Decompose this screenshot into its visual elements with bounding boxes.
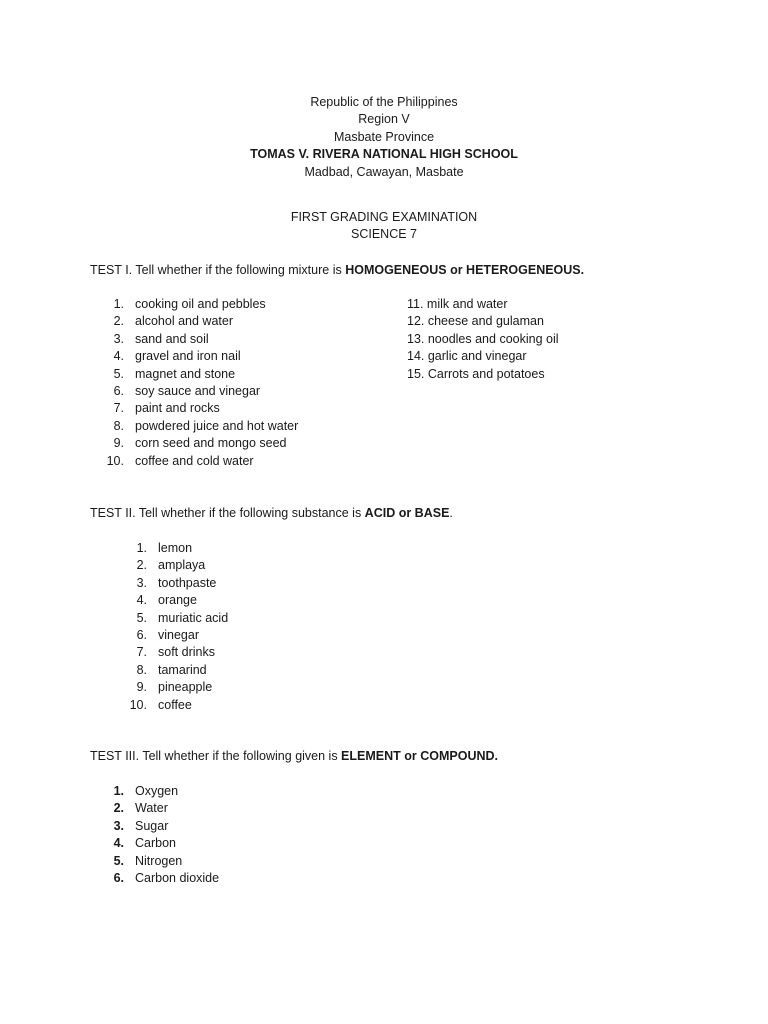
- test2-heading: [90, 505, 453, 522]
- item-number: 8.: [136, 662, 147, 677]
- item-number: 8.: [113, 418, 124, 433]
- item-text: 15. Carrots and potatoes: [407, 366, 545, 381]
- item-number: 3.: [113, 331, 124, 346]
- item-number: 4.: [136, 593, 147, 608]
- item-text: Carbon dioxide: [135, 870, 220, 885]
- item-text: 14. garlic and vinegar: [407, 349, 527, 364]
- item-text: Carbon: [135, 836, 176, 851]
- test3-heading: [90, 748, 498, 765]
- test2-instruction: TEST II. Tell whether if the following substance is: [90, 506, 365, 520]
- header-country: Republic of the Philippines: [310, 95, 458, 109]
- item-number: 3.: [113, 818, 124, 833]
- item-text: tamarind: [158, 662, 207, 677]
- item-number: 7.: [136, 645, 147, 660]
- item-number: 5.: [113, 853, 124, 868]
- item-number: 9.: [113, 436, 124, 451]
- item-number: 4.: [113, 349, 124, 364]
- item-text: Oxygen: [135, 784, 179, 798]
- item-number: 2.: [113, 801, 124, 816]
- school-address: Madbad, Cawayan, Masbate: [304, 164, 464, 179]
- item-number: 4.: [113, 836, 124, 851]
- item-number: 10.: [106, 453, 124, 468]
- test2-suffix: .: [449, 506, 453, 520]
- item-text: lemon: [158, 541, 193, 555]
- item-number: 2.: [113, 314, 124, 329]
- item-text: paint and rocks: [135, 401, 220, 416]
- item-text: Sugar: [135, 818, 169, 833]
- item-text: coffee and cold water: [135, 453, 254, 468]
- item-text: soft drinks: [158, 645, 215, 660]
- item-number: 6.: [113, 870, 124, 885]
- item-text: powdered juice and hot water: [135, 418, 299, 433]
- item-text: vinegar: [158, 627, 199, 642]
- item-text: 13. noodles and cooking oil: [407, 331, 559, 346]
- item-text: 11. milk and water: [407, 297, 508, 311]
- item-text: alcohol and water: [135, 314, 233, 329]
- exam-title-block: [0, 209, 768, 244]
- exam-subject: SCIENCE 7: [351, 227, 417, 242]
- item-text: cooking oil and pebbles: [135, 297, 266, 311]
- item-text: coffee: [158, 697, 192, 712]
- item-number: 1.: [113, 784, 124, 798]
- test3-instruction: TEST III. Tell whether if the following given is: [90, 749, 342, 763]
- item-number: 2.: [136, 558, 147, 573]
- item-number: 5.: [113, 366, 124, 381]
- item-number: 9.: [136, 680, 147, 695]
- item-text: amplaya: [158, 558, 206, 573]
- header-province: Masbate Province: [333, 129, 435, 144]
- header-region: Region V: [358, 112, 410, 127]
- item-number: 3.: [136, 575, 147, 590]
- item-number: 6.: [136, 627, 147, 642]
- item-number: 10.: [129, 697, 147, 712]
- item-number: 5.: [136, 610, 147, 625]
- item-text: orange: [158, 593, 197, 608]
- test1-heading: [90, 262, 584, 279]
- document-header: [0, 94, 768, 181]
- item-text: 12. cheese and gulaman: [407, 314, 544, 329]
- test1-instruction: TEST I. Tell whether if the following mixture is: [90, 263, 346, 277]
- item-number: 7.: [113, 401, 124, 416]
- item-text: corn seed and mongo seed: [135, 436, 287, 451]
- item-number: 1.: [113, 297, 124, 311]
- item-text: soy sauce and vinegar: [135, 383, 261, 398]
- exam-title: FIRST GRADING EXAMINATION: [290, 210, 478, 224]
- test3-emphasis: ELEMENT or COMPOUND.: [341, 749, 498, 763]
- item-number: 1.: [136, 541, 147, 555]
- school-name: TOMAS V. RIVERA NATIONAL HIGH SCHOOL: [250, 147, 518, 162]
- item-text: sand and soil: [135, 331, 209, 346]
- item-number: 6.: [113, 383, 124, 398]
- item-text: pineapple: [158, 680, 213, 695]
- item-text: gravel and iron nail: [135, 349, 241, 364]
- test1-emphasis: HOMOGENEOUS or HETEROGENEOUS.: [345, 263, 585, 277]
- item-text: Water: [135, 801, 168, 816]
- test2-emphasis: ACID or BASE: [364, 506, 450, 520]
- item-text: toothpaste: [158, 575, 217, 590]
- item-text: Nitrogen: [135, 853, 183, 868]
- item-text: magnet and stone: [135, 366, 236, 381]
- item-text: muriatic acid: [158, 610, 229, 625]
